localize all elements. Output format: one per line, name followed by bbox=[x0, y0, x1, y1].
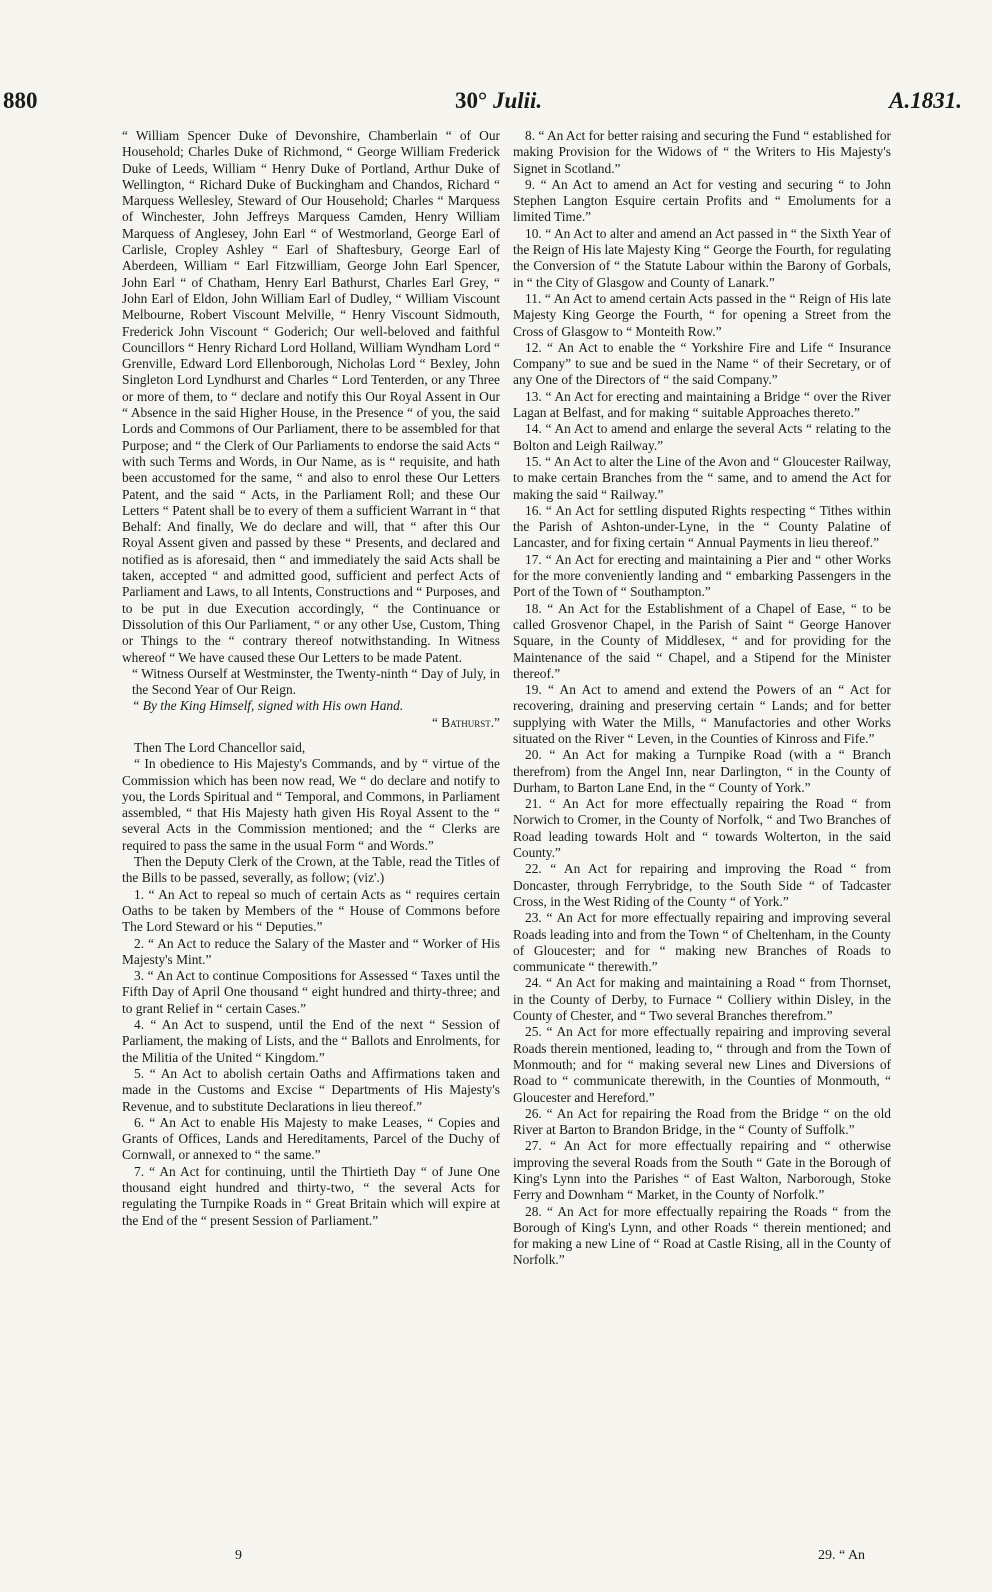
act-item: 26. “ An Act for repairing the Road from the Bridge “ on the old River at Barton to Brandon Bridge, in the “ County of Suffolk.” bbox=[513, 1105, 891, 1138]
act-item: 16. “ An Act for settling disputed Rights respecting “ Tithes within the Parish of Ashton-under-Lyne, in the “ County Palatine of Lancaster, and for fixing certain “ Annual Payments in lieu thereof.” bbox=[513, 502, 891, 551]
act-item: 20. “ An Act for making a Turnpike Road (with a “ Branch therefrom) from the Angel Inn, near Darlington, “ in the County of Durham, to Barton Lane End, in the “ County of York.” bbox=[513, 747, 891, 795]
act-item: 13. “ An Act for erecting and maintaining a Bridge “ over the River Lagan at Belfast, and for making “ suitable Approaches thereto.” bbox=[513, 388, 891, 421]
act-item: 5. “ An Act to abolish certain Oaths and Affirmations taken and made in the Customs and Excise “ Departments of His Majesty's Revenue, and to substitute Declarations in lieu thereof.” bbox=[122, 1065, 500, 1114]
page-year: A.1831. bbox=[889, 88, 962, 113]
act-item: 14. “ An Act to amend and enlarge the several Acts “ relating to the Bolton and Leigh Railway.” bbox=[513, 421, 891, 453]
date-day: 30° bbox=[455, 88, 488, 113]
act-item: 24. “ An Act for making and maintaining a Road “ from Thornset, in the County of Derby, to Furnace “ Colliery within Disley, in the County of Chester, and “ Two several Branches therefrom.” bbox=[513, 975, 891, 1024]
act-item: 10. “ An Act to alter and amend an Act passed in “ the Sixth Year of the Reign of His late Majesty King “ George the Fourth, for regulating the Conversion of “ the Statute Labour within the Barony of Gorbals, in “ the City of Glasgow and County of Lanark.” bbox=[513, 225, 891, 290]
signatory: “ Bathurst.” bbox=[431, 714, 500, 730]
act-item: 11. “ An Act to amend certain Acts passed in the “ Reign of His late Majesty King George the Fourth, “ for opening a Street from the Cross of Glasgow to “ Monteith Row.” bbox=[513, 290, 891, 339]
chancellor-intro: Then The Lord Chancellor said, bbox=[134, 739, 306, 755]
date-month: Julii. bbox=[492, 88, 543, 113]
act-item: 15. “ An Act to alter the Line of the Avon and “ Gloucester Railway, to make certain Branches from the “ same, and to amend the Act for making the said “ Railway.” bbox=[513, 453, 891, 502]
clerk-intro: Then the Deputy Clerk of the Crown, at the Table, read the Titles of the Bills to be passed, severally, as follow; (viz'.) bbox=[122, 854, 500, 886]
witness-clause: “ Witness Ourself at Westminster, the Twenty-ninth “ Day of July, in the Second Year of Our Reign. bbox=[132, 665, 500, 698]
act-item: 12. “ An Act to enable the “ Yorkshire Fire and Life “ Insurance Company” to sue and be sued in the Name “ of their Secretary, or of any One of the Directors of “ the said Company.” bbox=[513, 339, 891, 388]
act-item: 4. “ An Act to suspend, until the End of the next “ Session of Parliament, the making of Lists, and the “ Ballots and Enrolments, for the Militia of the United “ Kingdom.” bbox=[122, 1017, 500, 1065]
signature-mark: 9 bbox=[235, 1548, 242, 1563]
act-item: 19. “ An Act to amend and extend the Powers of an “ Act for recovering, draining and preserving certain “ Lands; and for better supplying with Water the Mills, “ Manufactories and other Works situated on the River “ Leven, in the Counties of Kinross and Fife.” bbox=[513, 682, 891, 746]
right-column bbox=[513, 128, 891, 1269]
left-column bbox=[122, 128, 500, 1229]
page-header bbox=[0, 88, 992, 118]
act-item: 28. “ An Act for more effectually repairing the Roads “ from the Borough of King's Lynn, and other Roads “ therein mentioned; and for making a new Line of “ Road at Castle Rising, all in the County of Norfolk.” bbox=[513, 1203, 891, 1268]
act-item: 17. “ An Act for erecting and maintaining a Pier and “ other Works for the more conveniently landing and “ embarking Passengers in the Port of the Town of “ Southampton.” bbox=[513, 551, 891, 600]
act-item: 18. “ An Act for the Establishment of a Chapel of Ease, “ to be called Grosvenor Chapel, in the Parish of Saint “ George Hanover Square, in the County of Middlesex, “ and for providing for the Maintenance of the said “ Chapel, and a Stipend for the Minister thereof.” bbox=[513, 600, 891, 681]
act-item: 1. “ An Act to repeal so much of certain Acts as “ requires certain Oaths to be taken by Members of the “ House of Commons before The Lord Steward or his “ Deputies.” bbox=[122, 886, 500, 935]
act-item: 8. “ An Act for better raising and securing the Fund “ established for making Provision for the Widows of “ the Writers to His Majesty's Signet in Scotland.” bbox=[513, 128, 891, 176]
act-item: 22. “ An Act for repairing and improving the Road “ from Doncaster, through Ferrybridge, to the South Side “ of Tadcaster Cross, in the West Riding of the County “ of York.” bbox=[513, 861, 891, 909]
act-item: 2. “ An Act to reduce the Salary of the Master and “ Worker of His Majesty's Mint.” bbox=[122, 935, 500, 967]
commission-text: “ William Spencer Duke of Devonshire, Chamberlain “ of Our Household; Charles Duke of Richmond, “ George William Frederick Duke of Leeds, William “ Henry Duke of Portland, Arthur Duke of Wellington, “ Richard Duke of Buckingham and Chandos, Richard “ Marquess Wellesley, Steward of Our Household; Charles “ Marquess of Winchester, John Jeffreys Marquess Camden, Henry William Marquess of Anglesey, John Earl “ of Westmorland, George Earl of Carlisle, Cropley Ashley “ Earl of Shaftesbury, George Earl of Aberdeen, William “ Earl Fitzwilliam, George John Earl Spencer, John Earl “ of Chatham, Henry Earl Bathurst, Charles Earl Grey, “ John Earl of Eldon, John William Earl of Dudley, “ William Viscount Melbourne, Robert Viscount Melville, “ Henry Viscount Sidmouth, Frederick John Viscount “ Goderich; Our well-beloved and faithful Councillors “ Henry Richard Lord Holland, William Wyndham Lord “ Grenville, Edward Lord Ellenborough, Nicholas Lord “ Bexley, John Singleton Lord Lyndhurst and Charles “ Lord Tenterden, or any Three or more of them, to “ declare and notify this Our Royal Assent in Our “ Absence in the said Higher House, in the Presence “ of you, the said Lords and Commons of Our Parliament, there to be assembled for that Purpose; and “ the Clerk of Our Parliaments to endorse the said Acts “ with such Terms and Words, in Our Name, as is “ requisite, and hath been accustomed for the same, “ and also to enrol these Our Letters Patent, and the said “ Acts, in the Parliament Roll; and these Our Letters “ Patent shall be to every of them a sufficient Warrant in “ that Behalf: And finally, We do declare and will, that “ after this Our Royal Assent given and passed by these “ Presents, and declared and notified as is aforesaid, then “ and immediately the said Acts shall be taken, accepted “ and admitted good, sufficient and perfect Acts of Parliament and Laws, to all Intents, Constructions and “ Purposes, and to be put in due Execution accordingly, “ the Continuance or Dissolution of this Our Parliament, “ or any other Use, Custom, Thing or Things to the “ contrary thereof notwithstanding. In Witness whereof “ We have caused these Our Letters to be made Patent. bbox=[122, 128, 500, 665]
page-date bbox=[455, 88, 542, 114]
act-item: 6. “ An Act to enable His Majesty to make Leases, “ Copies and Grants of Offices, Lands and Hereditaments, Parcel of the Duchy of Cornwall, or annexed to “ the same.” bbox=[122, 1114, 500, 1163]
act-item: 3. “ An Act to continue Compositions for Assessed “ Taxes until the Fifth Day of April One thousand “ eight hundred and thirty-three; and to grant Relief in “ certain Cases.” bbox=[122, 968, 500, 1016]
royal-signature-line: “ By the King Himself, signed with His own Hand. bbox=[132, 698, 404, 714]
act-item: 27. “ An Act for more effectually repairing and “ otherwise improving the several Roads from the South “ Gate in the Borough of King's Lynn into the Parishes “ of East Walton, Narborough, Stoke Ferry and Downham “ Market, in the County of Norfolk.” bbox=[513, 1138, 891, 1203]
page-number: 880 bbox=[3, 88, 38, 113]
catchword: 29. “ An bbox=[818, 1548, 866, 1563]
act-item: 7. “ An Act for continuing, until the Thirtieth Day “ of June One thousand eight hundred and thirty-two, “ the several Acts for regulating the Turnpike Roads in “ Great Britain which will expire at the End of the “ present Session of Parliament.” bbox=[122, 1163, 500, 1228]
act-item: 9. “ An Act to amend an Act for vesting and securing “ to John Stephen Langton Esquire certain Profits and “ Emoluments for a limited Time.” bbox=[513, 176, 891, 225]
act-item: 21. “ An Act for more effectually repairing the Road “ from Norwich to Cromer, in the County of Norfolk, “ and Two Branches of Road leading towards Holt and “ towards Wolterton, in the said County.” bbox=[513, 796, 891, 861]
act-item: 23. “ An Act for more effectually repairing and improving several Roads leading into and from the Town “ of Cheltenham, in the County of Gloucester; and for “ making new Branches of Roads to communicate “ therewith.” bbox=[513, 910, 891, 975]
act-item: 25. “ An Act for more effectually repairing and improving several Roads therein mentioned, leading to, “ through and from the Town of Monmouth; and for “ making several new Lines and Diversions of Road to “ communicate therewith, in the Counties of Monmouth, “ Gloucester and Hereford.” bbox=[513, 1024, 891, 1105]
chancellor-speech: “ In obedience to His Majesty's Commands, and by “ virtue of the Commission which has been now read, We “ do declare and notify to you, the Lords Spiritual and “ Temporal, and Commons, in Parliament assembled, “ that His Majesty hath given His Royal Assent to the “ several Acts in the Commission mentioned; and the “ Clerks are required to pass the same in the usual Form “ and Words.” bbox=[122, 756, 500, 853]
